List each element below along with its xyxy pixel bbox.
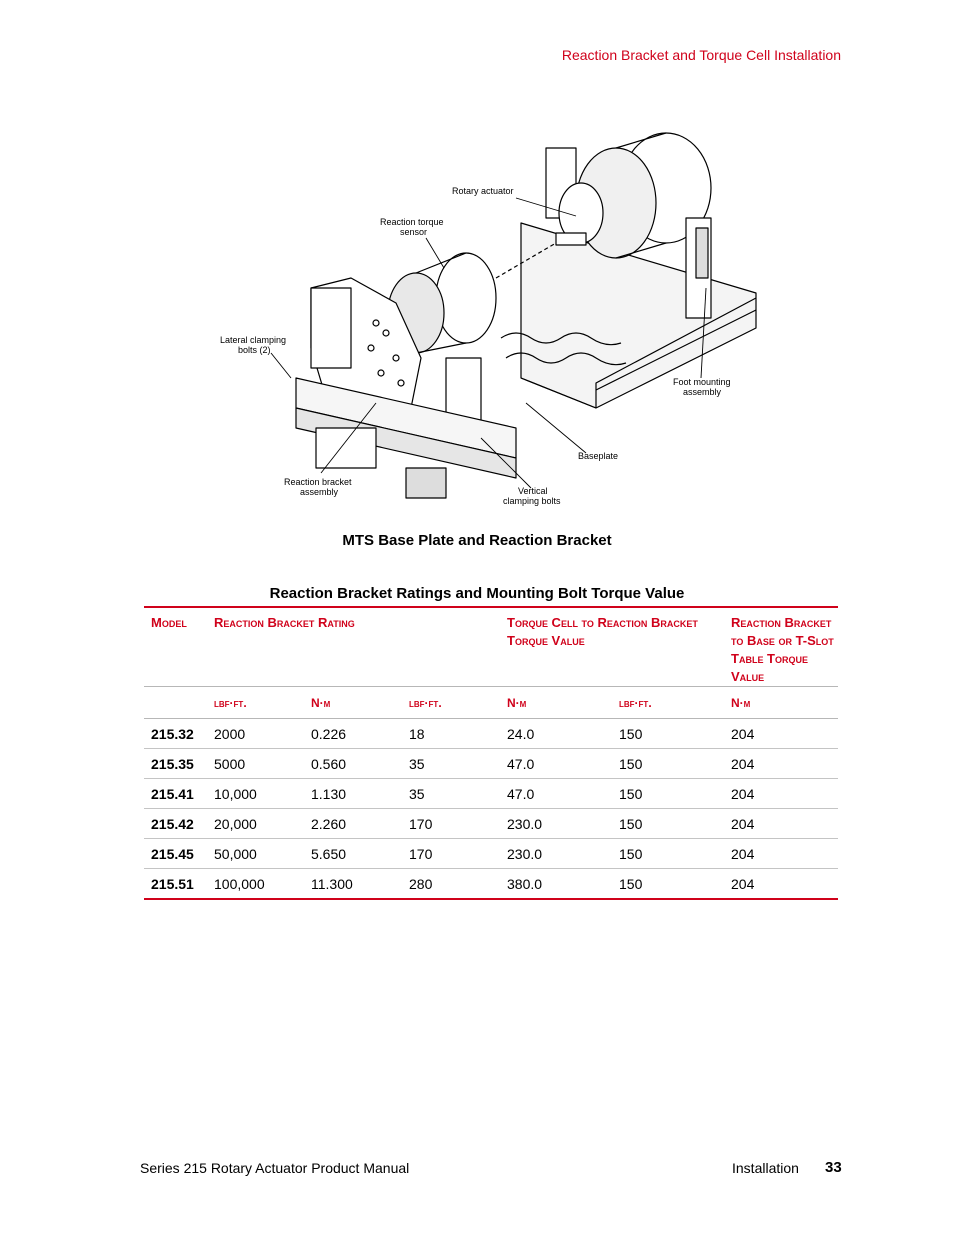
cell-base-lbf: 150: [612, 869, 724, 900]
cell-cell-nm: 380.0: [500, 869, 612, 900]
cell-base-nm: 204: [724, 869, 838, 900]
cell-base-nm: 204: [724, 809, 838, 839]
cell-rating-lbf: 100,000: [207, 869, 304, 900]
units-row: [144, 687, 838, 719]
header-torque-cell: Torque Cell to Reaction Bracket Torque Value: [500, 607, 724, 687]
ratings-table: [144, 606, 838, 900]
cell-base-lbf: 150: [612, 779, 724, 809]
figure-caption: MTS Base Plate and Reaction Bracket: [342, 532, 612, 549]
cell-rating-lbf: 2000: [207, 719, 304, 749]
cell-cell-lbf: 170: [402, 809, 500, 839]
footer-page-number: 33: [825, 1159, 842, 1176]
unit-base-nm: N·m: [724, 687, 838, 719]
header-base: Reaction Bracket to Base or T-Slot Table Torque Value: [724, 607, 838, 687]
callout-reaction-bracket-2: assembly: [300, 487, 339, 497]
cell-cell-nm: 230.0: [500, 809, 612, 839]
unit-cell-lbf: lbf·ft.: [402, 687, 500, 719]
unit-cell-nm: N·m: [500, 687, 612, 719]
cell-cell-lbf: 35: [402, 779, 500, 809]
table-row: [144, 839, 838, 869]
units-blank: [144, 687, 207, 719]
callout-baseplate: Baseplate: [578, 451, 619, 461]
callout-torque-sensor-2: sensor: [400, 227, 428, 237]
table-row: [144, 869, 838, 900]
unit-rating-lbf: lbf·ft.: [207, 687, 304, 719]
cell-base-lbf: 150: [612, 719, 724, 749]
cell-model: 215.42: [144, 809, 207, 839]
callout-vertical-bolts-1: Vertical: [518, 486, 548, 496]
cell-cell-nm: 24.0: [500, 719, 612, 749]
cell-rating-lbf: 5000: [207, 749, 304, 779]
callout-foot-mounting-2: assembly: [683, 387, 722, 397]
callout-rotary-actuator: Rotary actuator: [452, 186, 514, 196]
callout-torque-sensor-1: Reaction torque: [380, 217, 444, 227]
callout-foot-mounting-1: Foot mounting: [673, 377, 731, 387]
cell-cell-lbf: 35: [402, 749, 500, 779]
cell-cell-nm: 47.0: [500, 779, 612, 809]
table-title: Reaction Bracket Ratings and Mounting Bolt Torque Value: [269, 585, 685, 602]
table-header-row: [144, 607, 838, 687]
cell-base-nm: 204: [724, 719, 838, 749]
base-plate-illustration: [216, 128, 761, 518]
cell-rating-nm: 11.300: [304, 869, 402, 900]
unit-rating-nm: N·m: [304, 687, 402, 719]
footer-manual-title: Series 215 Rotary Actuator Product Manual: [140, 1160, 410, 1176]
cell-cell-lbf: 170: [402, 839, 500, 869]
cell-model: 215.45: [144, 839, 207, 869]
cell-cell-nm: 47.0: [500, 749, 612, 779]
callout-vertical-bolts-2: clamping bolts: [503, 496, 561, 506]
table-row: [144, 749, 838, 779]
callout-reaction-bracket-1: Reaction bracket: [284, 477, 352, 487]
cell-base-lbf: 150: [612, 839, 724, 869]
table-row: [144, 779, 838, 809]
callout-lateral-bolts-1: Lateral clamping: [220, 335, 287, 345]
cell-rating-nm: 5.650: [304, 839, 402, 869]
table-row: [144, 809, 838, 839]
running-header: Reaction Bracket and Torque Cell Installation: [561, 47, 841, 63]
cell-cell-nm: 230.0: [500, 839, 612, 869]
header-rating: Reaction Bracket Rating: [207, 607, 500, 687]
cell-rating-lbf: 20,000: [207, 809, 304, 839]
callout-lateral-bolts-2: bolts (2): [238, 345, 271, 355]
cell-base-lbf: 150: [612, 809, 724, 839]
cell-model: 215.35: [144, 749, 207, 779]
cell-model: 215.32: [144, 719, 207, 749]
cell-base-nm: 204: [724, 839, 838, 869]
unit-base-lbf: lbf·ft.: [612, 687, 724, 719]
cell-model: 215.41: [144, 779, 207, 809]
table-row: [144, 719, 838, 749]
cell-model: 215.51: [144, 869, 207, 900]
cell-rating-lbf: 50,000: [207, 839, 304, 869]
cell-base-nm: 204: [724, 779, 838, 809]
header-model: Model: [144, 607, 207, 687]
footer-section-name: Installation: [732, 1160, 799, 1176]
cell-cell-lbf: 18: [402, 719, 500, 749]
cell-rating-nm: 0.226: [304, 719, 402, 749]
cell-rating-nm: 1.130: [304, 779, 402, 809]
cell-base-nm: 204: [724, 749, 838, 779]
cell-cell-lbf: 280: [402, 869, 500, 900]
cell-rating-lbf: 10,000: [207, 779, 304, 809]
cell-rating-nm: 0.560: [304, 749, 402, 779]
cell-rating-nm: 2.260: [304, 809, 402, 839]
cell-base-lbf: 150: [612, 749, 724, 779]
